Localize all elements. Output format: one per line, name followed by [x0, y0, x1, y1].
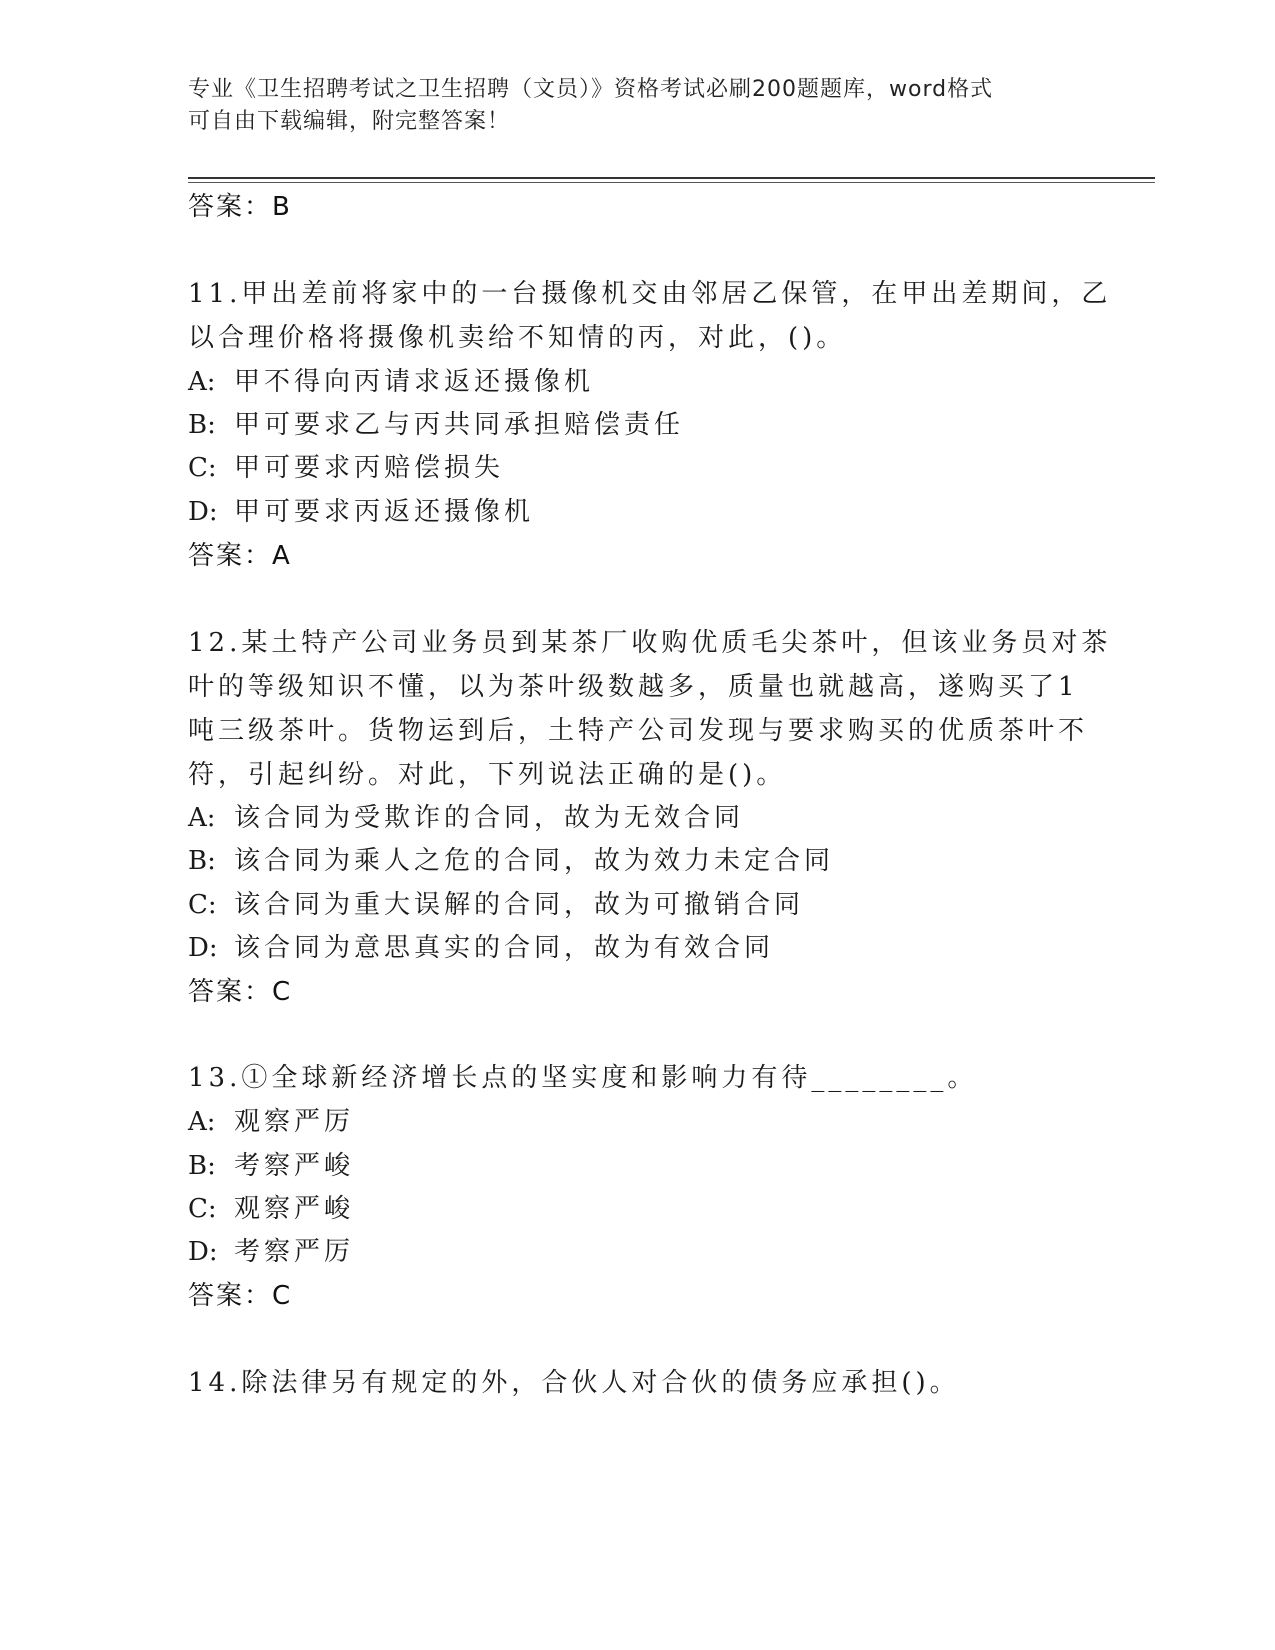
question-11-stem-line2: 以合理价格将摄像机卖给不知情的丙，对此，()。: [188, 323, 847, 353]
question-11-stem-line1: 11.甲出差前将家中的一台摄像机交由邻居乙保管，在甲出差期间，乙: [188, 279, 1112, 309]
option-text: 该合同为重大误解的合同，故为可撤销合同: [234, 890, 805, 920]
header-title-line1: 专业《卫生招聘考试之卫生招聘（文员）》资格考试必刷200题题库，word格式: [188, 77, 994, 102]
question-12-stem-line2: 叶的等级知识不懂，以为茶叶级数越多，质量也就越高，遂购买了1: [188, 672, 1079, 702]
option-letter: B:: [188, 1151, 216, 1181]
answer-q10: 答案：B: [188, 192, 292, 222]
question-13-stem-line1: 13.①全球新经济增长点的坚实度和影响力有待________。: [188, 1063, 978, 1093]
question-12-option-c: [188, 884, 804, 921]
option-text: 该合同为意思真实的合同，故为有效合同: [234, 933, 775, 963]
option-letter: C:: [188, 453, 217, 483]
header-divider-thin: [188, 182, 1155, 183]
option-text: 甲可要求丙赔偿损失: [234, 453, 505, 483]
option-text: 观察严峻: [234, 1194, 355, 1224]
answer-q12: 答案：C: [188, 977, 293, 1007]
option-letter: A:: [188, 1107, 216, 1137]
question-11-option-a: [188, 361, 594, 398]
option-letter: D:: [188, 1237, 218, 1267]
option-text: 甲不得向丙请求返还摄像机: [234, 367, 595, 397]
question-11-option-d: [188, 491, 534, 528]
option-letter: B:: [188, 846, 216, 876]
option-text: 该合同为乘人之危的合同，故为效力未定合同: [234, 846, 835, 876]
option-letter: D:: [188, 933, 218, 963]
question-11-option-b: [188, 404, 684, 441]
option-letter: A:: [188, 803, 216, 833]
answer-q11: 答案：A: [188, 541, 292, 571]
header-title-line2: 可自由下载编辑，附完整答案！: [188, 109, 511, 134]
question-11-option-c: [188, 447, 504, 484]
question-14-stem-line1: 14.除法律另有规定的外，合伙人对合伙的债务应承担()。: [188, 1368, 960, 1398]
option-text: 甲可要求乙与丙共同承担赔偿责任: [234, 410, 685, 440]
question-12-option-a: [188, 797, 744, 834]
question-12-stem-line4: 符，引起纠纷。对此，下列说法正确的是()。: [188, 760, 787, 790]
document-header: [188, 74, 1068, 138]
option-letter: C:: [188, 1194, 217, 1224]
header-divider-thick: [188, 177, 1155, 179]
question-13-option-a: [188, 1101, 354, 1138]
option-text: 甲可要求丙返还摄像机: [234, 497, 535, 527]
option-text: 考察严厉: [234, 1237, 355, 1267]
question-12-stem-line1: 12.某土特产公司业务员到某茶厂收购优质毛尖茶叶，但该业务员对茶: [188, 628, 1112, 658]
option-letter: B:: [188, 410, 216, 440]
question-13-option-c: [188, 1188, 354, 1225]
question-12-option-b: [188, 840, 834, 877]
question-12-stem-line3: 吨三级茶叶。货物运到后，土特产公司发现与要求购买的优质茶叶不: [188, 716, 1089, 746]
question-12-option-d: [188, 927, 774, 964]
option-text: 该合同为受欺诈的合同，故为无效合同: [234, 803, 745, 833]
option-letter: D:: [188, 497, 218, 527]
option-text: 观察严厉: [234, 1107, 355, 1137]
answer-q13: 答案：C: [188, 1281, 293, 1311]
question-13-option-d: [188, 1231, 354, 1268]
option-letter: C:: [188, 890, 217, 920]
question-13-option-b: [188, 1145, 354, 1182]
option-text: 考察严峻: [234, 1151, 355, 1181]
option-letter: A:: [188, 367, 216, 397]
